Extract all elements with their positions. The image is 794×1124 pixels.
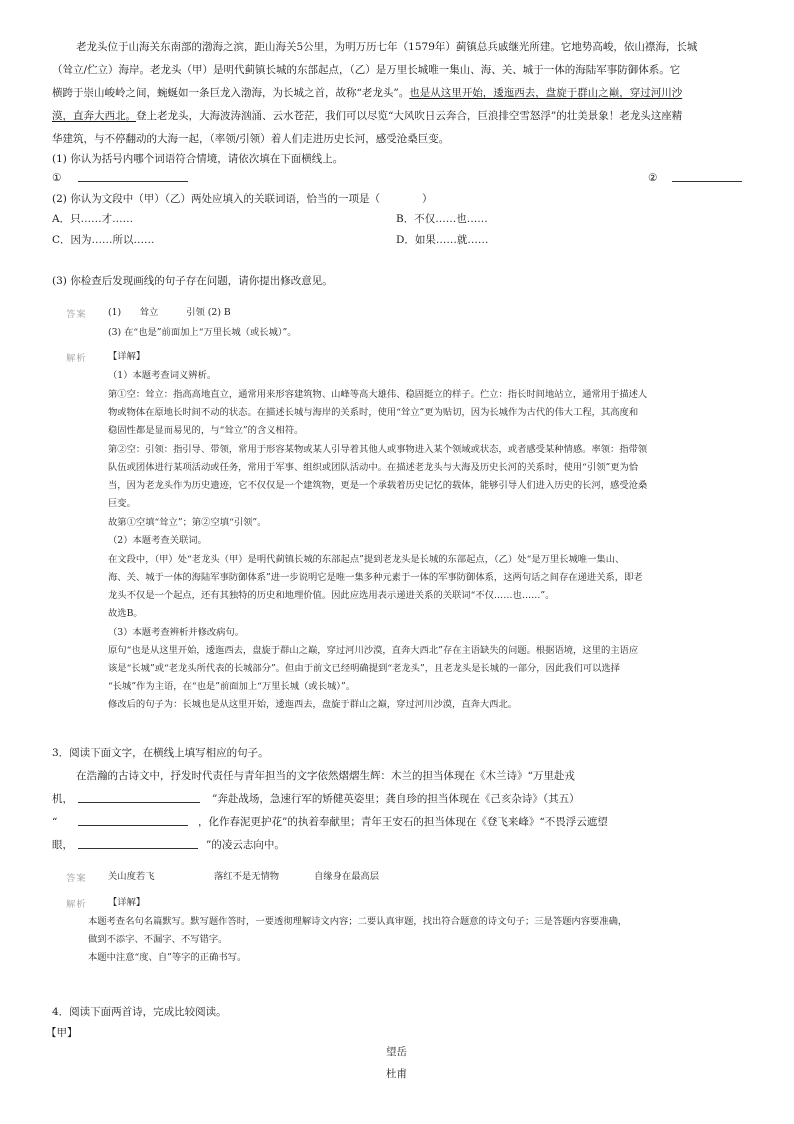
explanation-line: （3）本题考查辨析并修改病句。 [108, 627, 245, 638]
explanation-line: “长城”作为主语，在“也是”前面加上“万里长城（或长城）”。 [108, 681, 355, 692]
question-3-line-2-end: ”奔赴战场，急速行军的矫健英姿里；龚自珍的担当体现在《己亥杂诗》（其五） [212, 793, 580, 805]
explanation-line: 本题考查名句名篇默写。默写题作答时，一要透彻理解诗文内容；二要认真审题，找出符合题意的诗文句子；三是答题内容要准确， [88, 916, 628, 927]
explanation-line: 【详解】 [108, 351, 146, 362]
fill-blank-2[interactable] [78, 825, 188, 826]
question-3-line-3-end: ，化作春泥更护花”的执着奉献里；青年王安石的担当体现在《登飞来峰》“不畏浮云遮望 [198, 816, 608, 828]
question-3-stem: 3．阅读下面文字，在横线上填写相应的句子。 [52, 747, 269, 759]
answer-item-1: 关山度若飞 [108, 871, 155, 882]
explanation-line: （2）本题考查关联词。 [108, 535, 207, 546]
poem-title: 望岳 [386, 1046, 407, 1058]
option-d: D．如果……就…… [396, 234, 489, 246]
answer-label: 答案 [66, 873, 87, 884]
explanation-line: 该是“长城”或“老龙头所代表的长城部分”。但由于前文已经明确提到“老龙头”，且老龙头是长城的一部分，因此我们可以选择 [108, 663, 620, 674]
explanation-line: 当，因为老龙头作为历史遗迹，它不仅仅是一个建筑物，更是一个承载着历史记忆的载体，能够引导人们进入历史的长河，感受沧桑 [108, 480, 648, 491]
explanation-line: 原句“也是从这里开始，逶迤西去，盘旋于群山之巅，穿过河川沙漠，直奔大西北”存在主语缺失的问题。根据语境，这里的主语应 [108, 645, 639, 656]
explanation-line: 第①空：耸立：指高高地直立，通常用来形容建筑物、山峰等高大雄伟、稳固挺立的样子。伫立：指长时间地站立，通常用于描述人 [108, 389, 648, 400]
explanation-line: 第②空：引领：指引导、带领，常用于形容某物或某人引导着其他人或事物进入某个领域或状态，或者感受某种情感。率领：指带领 [108, 444, 648, 455]
fill-blank-1[interactable] [78, 802, 200, 803]
answer-line-1: (1) 耸立 引领 (2) B [108, 307, 231, 318]
explanation-line: 修改后的句子为：长城也是从这里开始，逶迤西去，盘旋于群山之巅，穿过河川沙漠，直奔大西北。 [108, 699, 518, 710]
question-4-stem: 4．阅读下面两首诗，完成比较阅读。 [52, 1006, 227, 1018]
option-a: A．只……才…… [52, 213, 134, 225]
question-3-line-1: 在浩瀚的古诗文中，抒发时代责任与青年担当的文字依然熠熠生辉：木兰的担当体现在《木兰诗》“万里赴戎 [76, 770, 575, 782]
option-b: B．不仅……也…… [396, 213, 488, 225]
answer-line-2: (3) 在“也是”前面加上“万里长城（或长城）”。 [108, 327, 297, 338]
option-c: C．因为……所以…… [52, 234, 155, 246]
sub-question-2: (2) 你认为文段中（甲）（乙）两处应填入的关联词语，恰当的一项是（ ） [52, 193, 433, 205]
passage-line-5: 华建筑，与不停翻动的大海一起，（率领/引领）着人们走进历史长河，感受沧桑巨变。 [52, 133, 450, 145]
explanation-line: 稳固性都是显而易见的，与“耸立”的含义相符。 [108, 425, 304, 436]
explanation-line: （1）本题考查词义辨析。 [108, 370, 217, 381]
explanation-line: 物或物体在原地长时间不动的状态。在描述长城与海岸的关系时，使用“耸立”更为贴切，因为长城作为古代的伟大工程，其高度和 [108, 407, 639, 418]
passage-line-1: 老龙头位于山海关东南部的渤海之滨，距山海关5公里，为明万历七年（1579年）蓟镇总兵戚继光所建。它地势高峻，依山襟海，长城 [76, 41, 698, 53]
explanation-line: 在文段中，（甲）处“老龙头（甲）是明代蓟镇长城的东部起点”提到老龙头是长城的东部起点，（乙）处“是万里长城唯一集山、 [108, 554, 625, 565]
sub-question-1: (1) 你认为括号内哪个词语符合情境，请依次填在下面横线上。 [52, 153, 344, 165]
passage-line-3-plain: 横跨于崇山峻岭之间，蜿蜒如一条巨龙入渤海，为长城之首，故称“老龙头”。 [52, 87, 410, 99]
explanation-label: 解析 [66, 899, 87, 910]
answer-blank-1[interactable] [78, 181, 188, 182]
explanation-line: 巨变。 [108, 498, 136, 509]
blank-1-marker: ① [52, 172, 62, 184]
answer-label: 答案 [66, 309, 87, 320]
explanation-line: 海、关、城于一体的海陆军事防御体系”进一步说明它是唯一集多种元素于一体的军事防御体系，这两句话之间存在递进关系，即老 [108, 572, 643, 583]
poem-author: 杜甫 [386, 1068, 407, 1080]
fill-blank-3[interactable] [78, 848, 198, 849]
question-3-line-4-start: 眼， [52, 839, 73, 851]
passage-line-4 [52, 107, 682, 126]
explanation-line: 龙头不仅是一个起点，还有其独特的历史和地理价值。因此应选用表示递进关系的关联词“不仅……也……”。 [108, 590, 555, 601]
answer-item-3: 自缘身在最高层 [314, 871, 380, 882]
passage-line-3 [52, 84, 682, 103]
answer-blank-2[interactable] [672, 181, 742, 182]
passage-line-2: （耸立/伫立）海岸。老龙头（甲）是明代蓟镇长城的东部起点，（乙）是万里长城唯一集山、海、关、城于一体的海陆军事防御体系。它 [52, 64, 681, 76]
question-3-line-4-end: ”的凌云志向中。 [206, 839, 285, 851]
poem-tag: 【甲】 [46, 1027, 78, 1039]
question-3-line-2-start: 机， [52, 793, 73, 805]
passage-line-4-plain: 登上老龙头，大海波涛汹涌、云水苍茫，我们可以尽览“大风吹日云奔合，巨浪排空雪怒浮”的壮美景象！老龙头这座精 [136, 110, 683, 122]
explanation-line: 故选B。 [108, 608, 143, 619]
explanation-label: 解析 [66, 353, 87, 364]
answer-item-2: 落红不是无情物 [214, 871, 280, 882]
explanation-line: 本题中注意“度、自”等字的正确书写。 [88, 952, 247, 963]
blank-2-marker: ② [648, 172, 658, 184]
explanation-line: 队伍或团体进行某项活动或任务，常用于军事、组织或团队活动中。在描述老龙头与大海及历史长河的关系时，使用“引领”更为恰 [108, 462, 639, 473]
question-3-line-3-start: “ [52, 816, 58, 828]
underlined-sentence-part1: 也是从这里开始，逶迤西去，盘旋于群山之巅，穿过河川沙 [409, 87, 683, 99]
explanation-line: 【详解】 [108, 897, 146, 908]
sub-question-3: (3) 你检查后发现画线的句子存在问题，请你提出修改意见。 [52, 275, 333, 287]
explanation-line: 故第①空填“耸立”；第②空填“引领”。 [108, 517, 267, 528]
explanation-line: 做到不添字、不漏字、不写错字。 [88, 934, 228, 945]
underlined-sentence-part2: 漠，直奔大西北。 [52, 110, 136, 122]
